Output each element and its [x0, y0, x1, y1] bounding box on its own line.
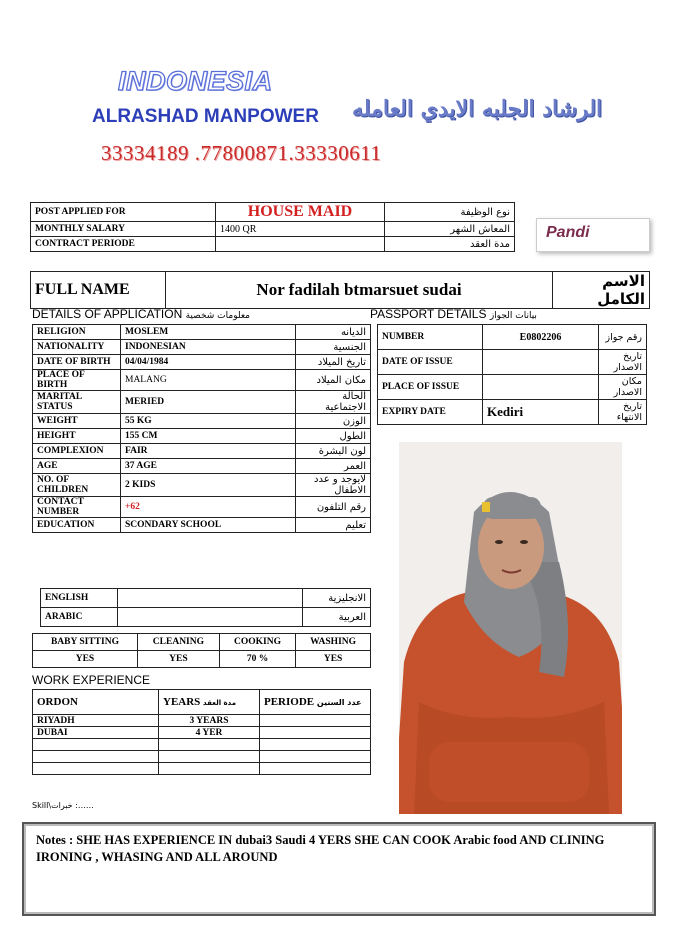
skill-line: Skill\خبرات :…… — [32, 801, 94, 810]
post-table — [30, 202, 515, 252]
detail-label: AGE — [33, 459, 121, 474]
full-name-value: Nor fadilah btmarsuet sudai — [166, 272, 553, 309]
detail-row — [33, 414, 371, 429]
passport-row — [378, 375, 647, 400]
work-col-years — [159, 690, 260, 715]
passport-label-arabic: رقم جواز — [599, 325, 647, 350]
passport-value: E0802206 — [483, 325, 599, 350]
detail-value: 2 KIDS — [121, 474, 296, 497]
detail-row — [33, 355, 371, 370]
skill-header: BABY SITTING — [33, 634, 138, 651]
detail-row — [33, 340, 371, 355]
phone-numbers: 33334189 .77800871.33330611 — [101, 141, 382, 165]
passport-label: EXPIRY DATE — [378, 400, 483, 425]
detail-label-arabic: الديانه — [296, 325, 371, 340]
passport-row — [378, 400, 647, 425]
work-country: RIYADH — [33, 715, 159, 727]
detail-row — [33, 391, 371, 414]
work-period — [260, 763, 371, 775]
post-label: POST APPLIED FOR — [31, 203, 216, 222]
language-value — [118, 589, 303, 608]
detail-value: FAIR — [121, 444, 296, 459]
passport-value — [483, 375, 599, 400]
applicant-photo — [399, 442, 622, 814]
passport-label: NUMBER — [378, 325, 483, 350]
detail-row — [33, 370, 371, 391]
work-col-period-arabic: عدد السنين — [316, 697, 362, 707]
detail-label-arabic: الوزن — [296, 414, 371, 429]
work-period — [260, 739, 371, 751]
skill-value: 70 % — [219, 651, 295, 668]
detail-value: MALANG — [121, 370, 296, 391]
detail-label-arabic: تاريخ الميلاد — [296, 355, 371, 370]
passport-title-text: PASSPORT DETAILS — [370, 307, 487, 321]
salary-label: MONTHLY SALARY — [31, 222, 216, 237]
detail-label: EDUCATION — [33, 518, 121, 533]
skills-table — [32, 633, 371, 668]
post-label-arabic: نوع الوظيفة — [385, 203, 515, 222]
passport-section-title — [370, 307, 537, 321]
passport-value — [483, 350, 599, 375]
passport-row — [378, 350, 647, 375]
work-period — [260, 715, 371, 727]
salary-label-arabic: المعاش الشهر — [385, 222, 515, 237]
languages-table — [40, 588, 371, 627]
work-period — [260, 727, 371, 739]
work-country — [33, 739, 159, 751]
details-title-text: DETAILS OF APPLICATION — [32, 307, 183, 321]
detail-row — [33, 325, 371, 340]
language-label-arabic: الانجليزية — [303, 589, 371, 608]
language-label: ENGLISH — [41, 589, 118, 608]
work-table — [32, 689, 371, 775]
full-name-label-arabic: الاسم الكامل — [553, 272, 650, 309]
skill-value: YES — [33, 651, 138, 668]
company-name: ALRASHAD MANPOWER — [92, 106, 319, 127]
detail-label: RELIGION — [33, 325, 121, 340]
agent-badge — [536, 218, 650, 252]
passport-label: DATE OF ISSUE — [378, 350, 483, 375]
skill-value: YES — [137, 651, 219, 668]
passport-title-arabic: بيانات الجواز — [489, 311, 537, 321]
passport-label-arabic: مكان الاصدار — [599, 375, 647, 400]
detail-label-arabic: الحالة الاجتماعية — [296, 391, 371, 414]
detail-label-arabic: رقم التلفون — [296, 497, 371, 518]
work-country — [33, 763, 159, 775]
agent-name: Pandi — [546, 224, 590, 241]
skill-header: COOKING — [219, 634, 295, 651]
work-country: DUBAI — [33, 727, 159, 739]
language-row — [41, 589, 371, 608]
passport-label: PLACE OF ISSUE — [378, 375, 483, 400]
detail-value: 04/04/1984 — [121, 355, 296, 370]
work-years: 3 YEARS — [159, 715, 260, 727]
detail-row — [33, 444, 371, 459]
detail-value: MOSLEM — [121, 325, 296, 340]
full-name-table — [30, 271, 650, 309]
detail-row — [33, 474, 371, 497]
work-years — [159, 751, 260, 763]
detail-label: NO. OF CHILDREN — [33, 474, 121, 497]
detail-label: MARITAL STATUS — [33, 391, 121, 414]
contract-label: CONTRACT PERIODE — [31, 237, 216, 252]
detail-row — [33, 459, 371, 474]
detail-label-arabic: لايوجد و عدد الاطفال — [296, 474, 371, 497]
detail-label: WEIGHT — [33, 414, 121, 429]
detail-value: INDONESIAN — [121, 340, 296, 355]
passport-row — [378, 325, 647, 350]
detail-label-arabic: الجنسية — [296, 340, 371, 355]
post-value: HOUSE MAID — [216, 203, 385, 222]
passport-label-arabic: تاريخ الاصدار — [599, 350, 647, 375]
work-col-country: ORDON — [33, 690, 159, 715]
work-years: 4 YER — [159, 727, 260, 739]
skill-header: WASHING — [296, 634, 371, 651]
detail-value: SCONDARY SCHOOL — [121, 518, 296, 533]
company-name-arabic: الرشاد الجلبه الايدي العامله — [352, 96, 603, 122]
full-name-label: FULL NAME — [31, 272, 166, 309]
detail-label: PLACE OF BIRTH — [33, 370, 121, 391]
detail-row — [33, 497, 371, 518]
detail-label: CONTACT NUMBER — [33, 497, 121, 518]
detail-value: 55 KG — [121, 414, 296, 429]
notes-box — [22, 822, 656, 916]
detail-value: MERIED — [121, 391, 296, 414]
skill-value: YES — [296, 651, 371, 668]
detail-label: HEIGHT — [33, 429, 121, 444]
detail-row — [33, 518, 371, 533]
details-table — [32, 324, 371, 533]
work-row — [33, 727, 371, 739]
work-col-period — [260, 690, 371, 715]
detail-label-arabic: تعليم — [296, 518, 371, 533]
detail-value: +62 — [121, 497, 296, 518]
work-period — [260, 751, 371, 763]
work-row — [33, 751, 371, 763]
work-col-years-text: YEARS — [163, 696, 201, 708]
skill-header: CLEANING — [137, 634, 219, 651]
language-value — [118, 608, 303, 627]
work-row — [33, 763, 371, 775]
detail-label-arabic: العمر — [296, 459, 371, 474]
language-label-arabic: العربية — [303, 608, 371, 627]
detail-value: 155 CM — [121, 429, 296, 444]
work-years — [159, 763, 260, 775]
work-col-period-text: PERIODE — [264, 695, 315, 708]
passport-value: Kediri — [483, 400, 599, 425]
detail-value: 37 AGE — [121, 459, 296, 474]
work-row — [33, 715, 371, 727]
work-country — [33, 751, 159, 763]
passport-label-arabic: تاريخ الانتهاء — [599, 400, 647, 425]
detail-label: COMPLEXION — [33, 444, 121, 459]
language-label: ARABIC — [41, 608, 118, 627]
country-title: INDONESIA — [118, 66, 273, 96]
detail-label-arabic: لون البشرة — [296, 444, 371, 459]
contract-value — [216, 237, 385, 252]
passport-table — [377, 324, 647, 425]
detail-label-arabic: مكان الميلاد — [296, 370, 371, 391]
work-years — [159, 739, 260, 751]
details-title-arabic: معلومات شخصية — [185, 311, 250, 321]
work-experience-title: WORK EXPERIENCE — [32, 673, 151, 687]
detail-label: NATIONALITY — [33, 340, 121, 355]
details-section-title — [32, 307, 250, 321]
detail-label: DATE OF BIRTH — [33, 355, 121, 370]
salary-value: 1400 QR — [216, 222, 385, 237]
work-row — [33, 739, 371, 751]
contract-label-arabic: مدة العقد — [385, 237, 515, 252]
language-row — [41, 608, 371, 627]
work-col-years-arabic: مدة العقد — [203, 699, 237, 707]
detail-row — [33, 429, 371, 444]
detail-label-arabic: الطول — [296, 429, 371, 444]
notes-text: Notes : SHE HAS EXPERIENCE IN dubai3 Saudi 4 YERS SHE CAN COOK Arabic food AND CLINING IRONING , WHASING AND ALL AROUND — [36, 833, 605, 864]
